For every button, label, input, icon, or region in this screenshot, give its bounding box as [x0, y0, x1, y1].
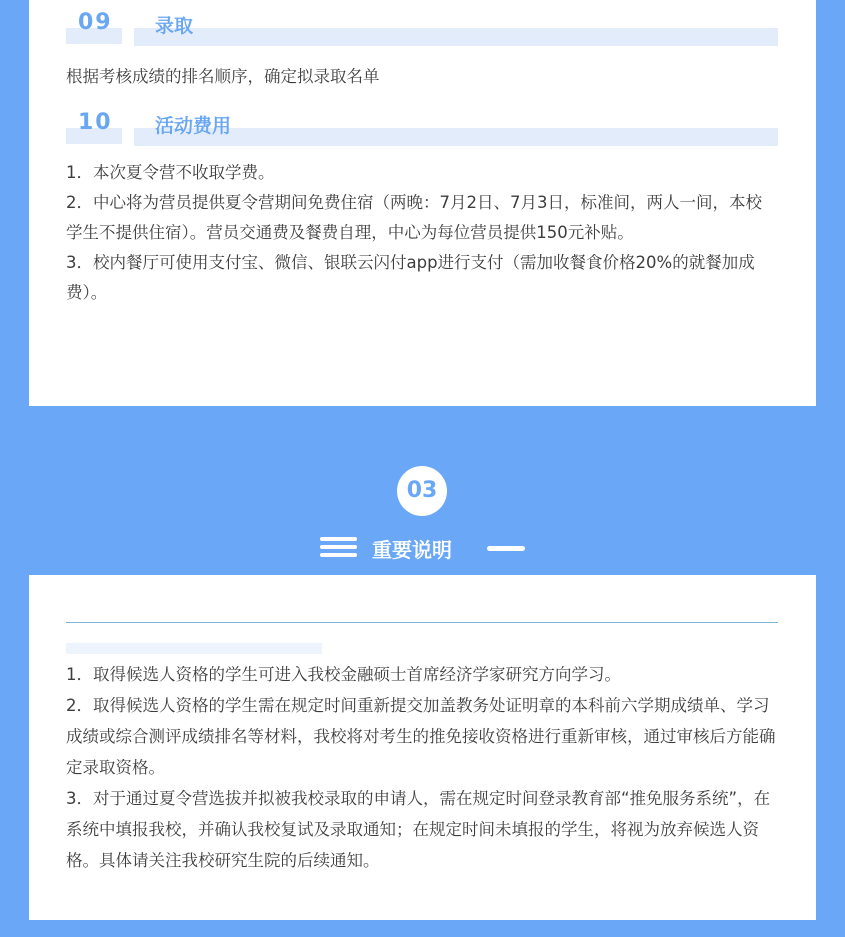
paragraph: 2．中心将为营员提供夏令营期间免费住宿（两晚：7月2日、7月3日，标准间，两人一间，本校学生不提供住宿）。营员交通费及餐费自理，中心为每位营员提供150元补贴。 — [66, 193, 762, 242]
section-number: 09 — [78, 10, 113, 35]
notes-body — [66, 659, 778, 876]
part-number-badge: 03 — [397, 466, 447, 516]
section-header-10 — [66, 110, 778, 146]
heading-dash-decoration — [487, 546, 525, 551]
section-number: 10 — [78, 110, 113, 135]
note-item: 1．取得候选人资格的学生可进入我校金融硕士首席经济学家研究方向学习。 — [66, 665, 621, 684]
content-card-top — [29, 0, 816, 406]
menu-lines-icon — [320, 537, 357, 558]
divider-line — [66, 622, 778, 623]
note-item: 2．取得候选人资格的学生需在规定时间重新提交加盖教务处证明章的本科前六学期成绩单、学习成绩或综合测评成绩排名等材料，我校将对考生的推免接收资格进行重新审核，通过审核后方能确定录取资格。 — [66, 696, 776, 777]
content-card-bottom — [29, 575, 816, 920]
section-title: 活动费用 — [155, 115, 232, 137]
section-body-10 — [66, 158, 778, 308]
section-title: 录取 — [155, 15, 194, 37]
paragraph: 1．本次夏令营不收取学费。 — [66, 163, 275, 182]
paragraph: 根据考核成绩的排名顺序，确定拟录取名单 — [66, 67, 380, 86]
section-header-09 — [66, 10, 778, 46]
note-item: 3．对于通过夏令营选拔并拟被我校录取的申请人，需在规定时间登录教育部“推免服务系统”，在系统中填报我校，并确认我校复试及录取通知；在规定时间未填报的学生，将视为放弃候选人资格。具体请关注我校研究生院的后续通知。 — [66, 789, 771, 870]
paragraph: 3．校内餐厅可使用支付宝、微信、银联云闪付app进行支付（需加收餐食价格20%的就餐加成费）。 — [66, 253, 755, 302]
part-heading: 重要说明 — [372, 538, 452, 562]
decorative-bar — [66, 643, 322, 654]
section-title-bar — [134, 28, 778, 46]
section-body-09 — [66, 62, 778, 92]
